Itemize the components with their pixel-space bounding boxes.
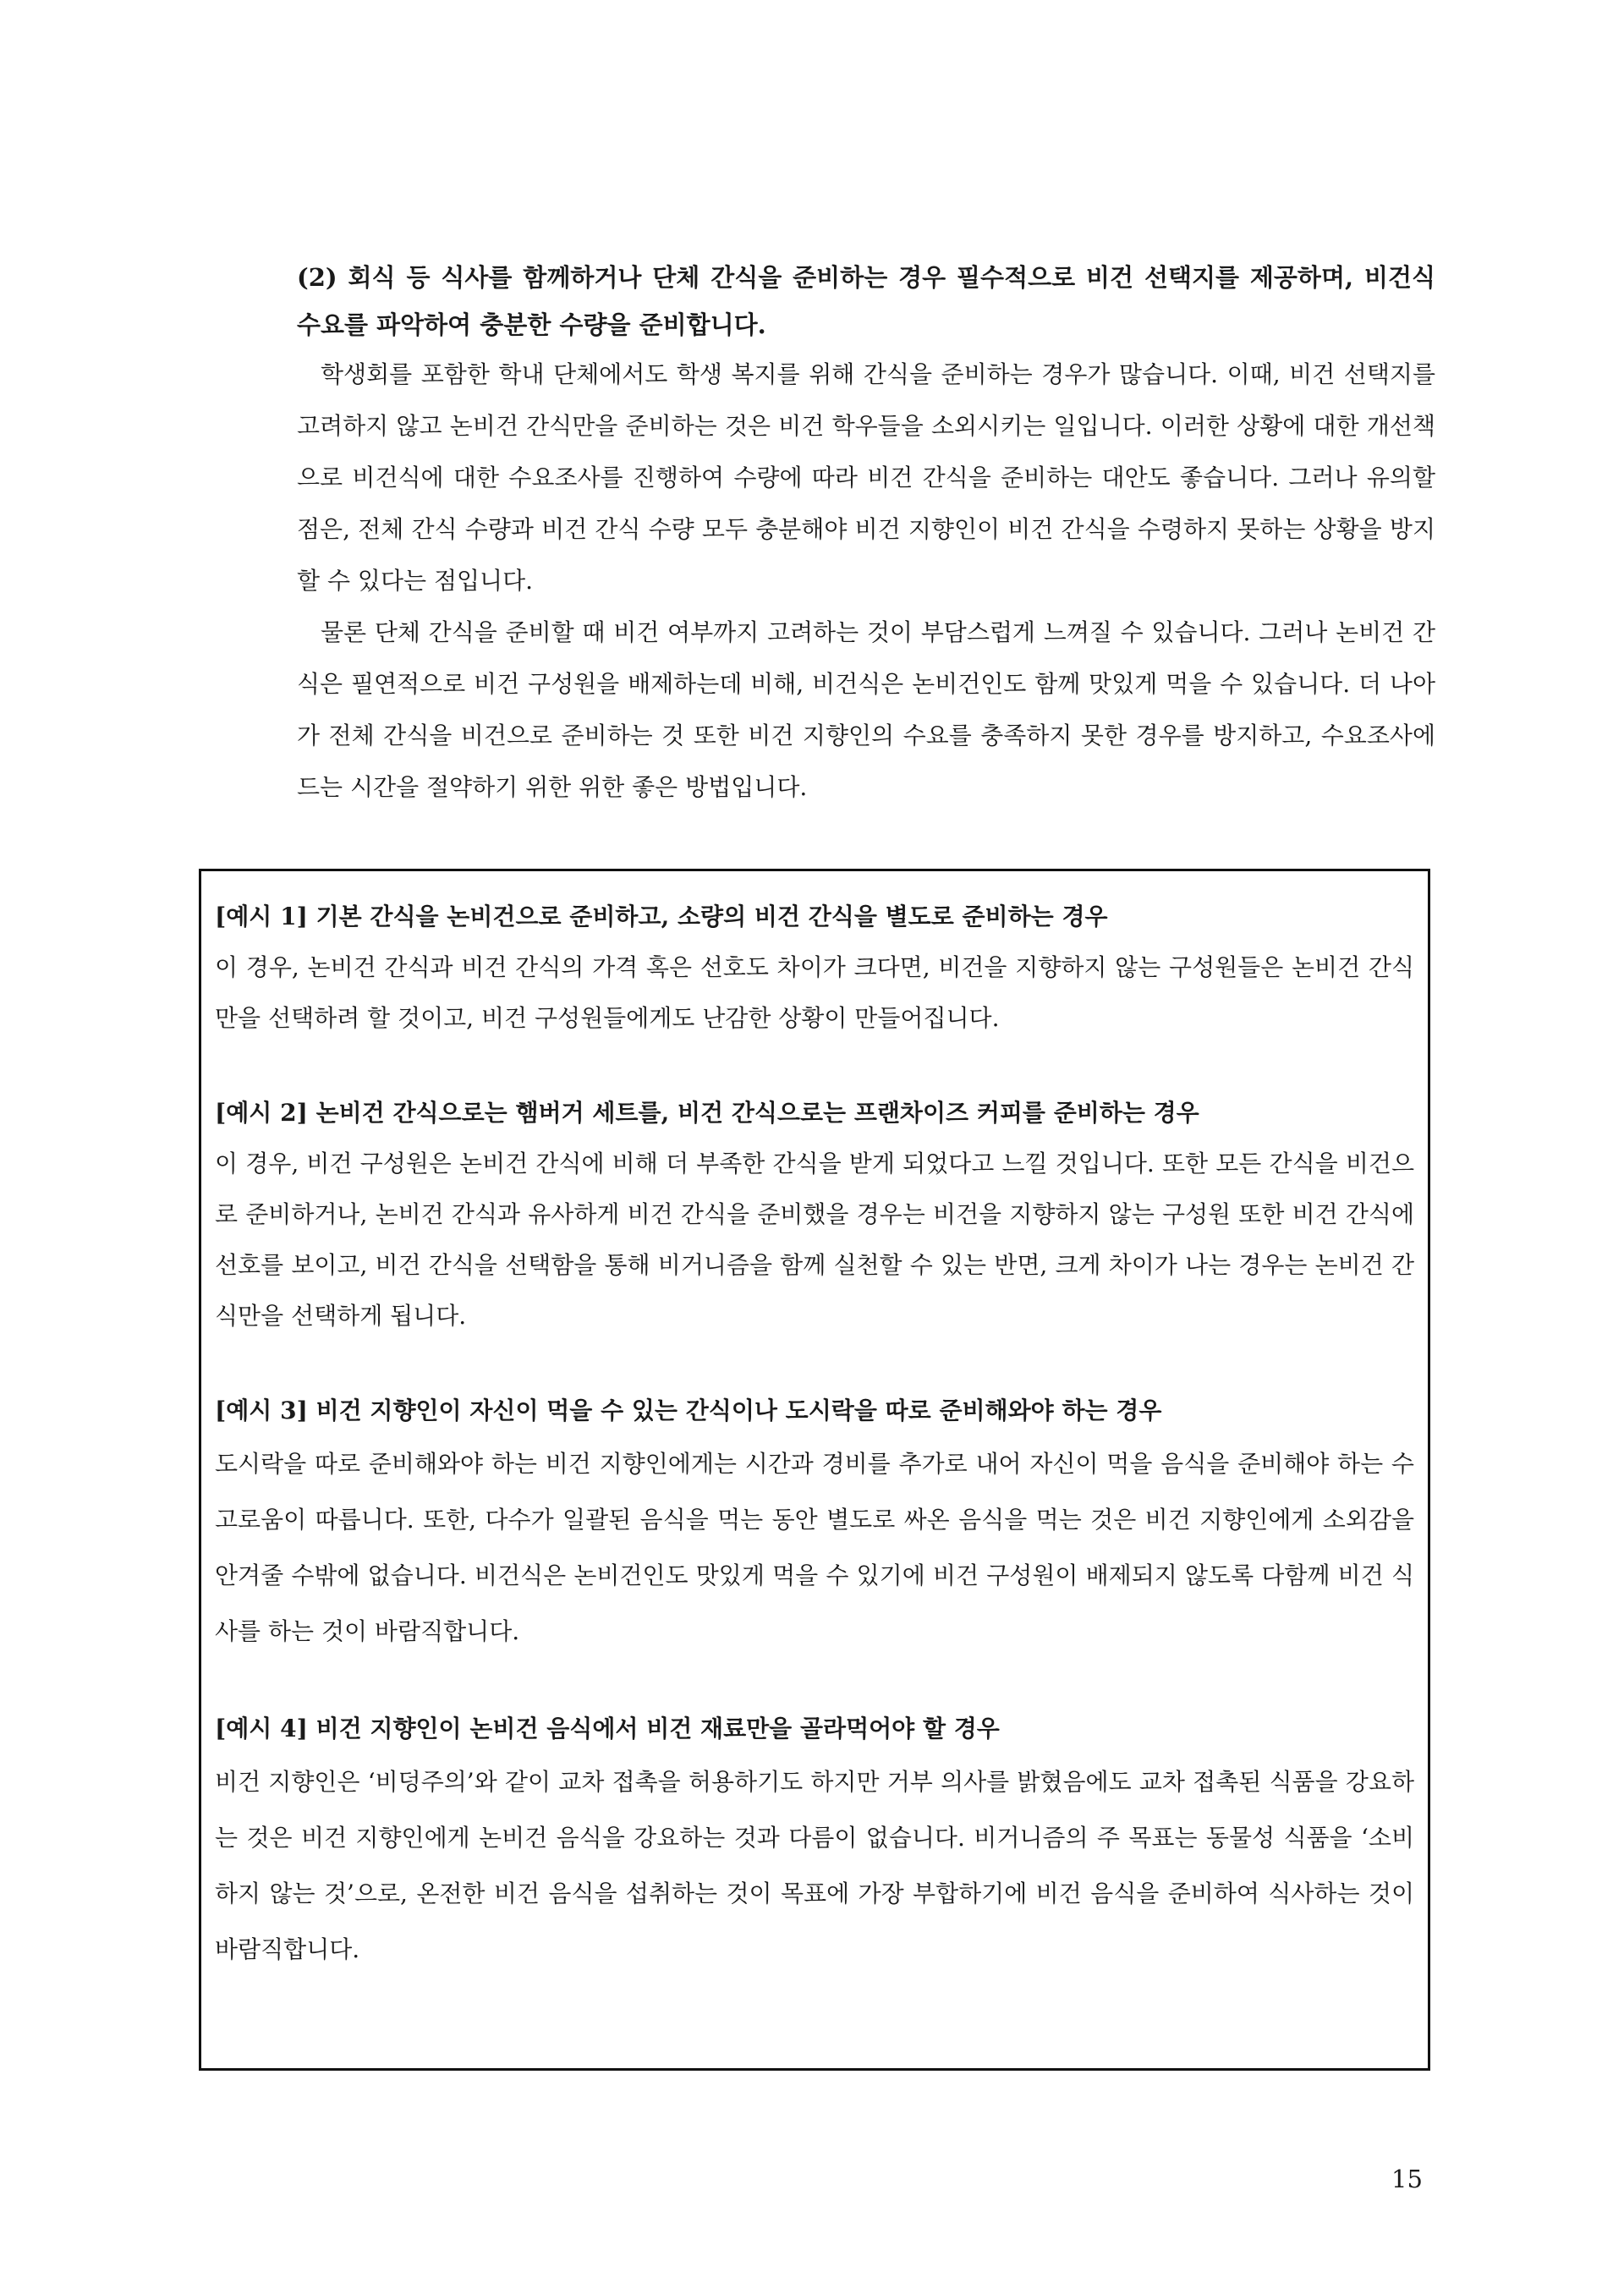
example-body: 비건 지향인은 ‘비덩주의’와 같이 교차 접촉을 허용하기도 하지만 거부 의사를 밝혔음에도 교차 접촉된 식품을 강요하는 것은 비건 지향인에게 논비건 음식을 강요하는 것과 다름이 없습니다. 비거니즘의 주 목표는 동물성 식품을 ‘소비하지 않는 것’으로, 온전한 비건 음식을 섭취하는 것이 목표에 가장 부합하기에 비건 음식을 준비하여 식사하는 것이 바람직합니다. bbox=[215, 1768, 1414, 1963]
section-paragraph: 학생회를 포함한 학내 단체에서도 학생 복지를 위해 간식을 준비하는 경우가 많습니다. 이때, 비건 선택지를 고려하지 않고 논비건 간식만을 준비하는 것은 비건 학우들을 소외시키는 일입니다. 이러한 상황에 대한 개선책으로 비건식에 대한 수요조사를 진행하여 수량에 따라 비건 간식을 준비하는 대안도 좋습니다. 그러나 유의할 점은, 전체 간식 수량과 비건 간식 수량 모두 충분해야 비건 지향인이 비건 간식을 수령하지 못하는 상황을 방지할 수 있다는 점입니다. bbox=[297, 360, 1435, 595]
examples-box bbox=[199, 869, 1430, 2071]
example-2 bbox=[215, 1088, 1414, 1342]
example-title: [예시 4] 비건 지향인이 논비건 음식에서 비건 재료만을 골라먹어야 할 경우 bbox=[215, 1715, 1000, 1742]
section-paragraph: 물론 단체 간식을 준비할 때 비건 여부까지 고려하는 것이 부담스럽게 느껴질 수 있습니다. 그러나 논비건 간식은 필연적으로 비건 구성원을 배제하는데 비해, 비건식은 논비건인도 함께 맛있게 먹을 수 있습니다. 더 나아가 전체 간식을 비건으로 준비하는 것 또한 비건 지향인의 수요를 충족하지 못한 경우를 방지하고, 수요조사에 드는 시간을 절약하기 위한 위한 좋은 방법입니다. bbox=[297, 618, 1435, 801]
section-heading: (2) 회식 등 식사를 함께하거나 단체 간식을 준비하는 경우 필수적으로 비건 선택지를 제공하며, 비건식 수요를 파악하여 충분한 수량을 준비합니다. bbox=[297, 263, 1435, 339]
example-3 bbox=[215, 1386, 1414, 1660]
example-body: 이 경우, 비건 구성원은 논비건 간식에 비해 더 부족한 간식을 받게 되었다고 느낄 것입니다. 또한 모든 간식을 비건으로 준비하거나, 논비건 간식과 유사하게 비건 간식을 준비했을 경우는 비건을 지향하지 않는 구성원 또한 비건 간식에 선호를 보이고, 비건 간식을 선택함을 통해 비거니즘을 함께 실천할 수 있는 반면, 크게 차이가 나는 경우는 논비건 간식만을 선택하게 됩니다. bbox=[215, 1150, 1414, 1330]
example-4 bbox=[215, 1704, 1414, 1978]
page-number: 15 bbox=[1391, 2165, 1423, 2193]
example-body: 도시락을 따로 준비해와야 하는 비건 지향인에게는 시간과 경비를 추가로 내어 자신이 먹을 음식을 준비해야 하는 수고로움이 따릅니다. 또한, 다수가 일괄된 음식을 먹는 동안 별도로 싸온 음식을 먹는 것은 비건 지향인에게 소외감을 안겨줄 수밖에 없습니다. 비건식은 논비건인도 맛있게 먹을 수 있기에 비건 구성원이 배제되지 않도록 다함께 비건 식사를 하는 것이 바람직합니다. bbox=[215, 1450, 1414, 1645]
section-2 bbox=[297, 254, 1435, 813]
example-title: [예시 2] 논비건 간식으로는 햄버거 세트를, 비건 간식으로는 프랜차이즈 커피를 준비하는 경우 bbox=[215, 1099, 1199, 1127]
example-1 bbox=[215, 892, 1414, 1044]
example-title: [예시 3] 비건 지향인이 자신이 먹을 수 있는 간식이나 도시락을 따로 준비해와야 하는 경우 bbox=[215, 1397, 1162, 1424]
example-title: [예시 1] 기본 간식을 논비건으로 준비하고, 소량의 비건 간식을 별도로 준비하는 경우 bbox=[215, 903, 1108, 930]
example-body: 이 경우, 논비건 간식과 비건 간식의 가격 혹은 선호도 차이가 크다면, 비건을 지향하지 않는 구성원들은 논비건 간식만을 선택하려 할 것이고, 비건 구성원들에게도 난감한 상황이 만들어집니다. bbox=[215, 953, 1414, 1032]
